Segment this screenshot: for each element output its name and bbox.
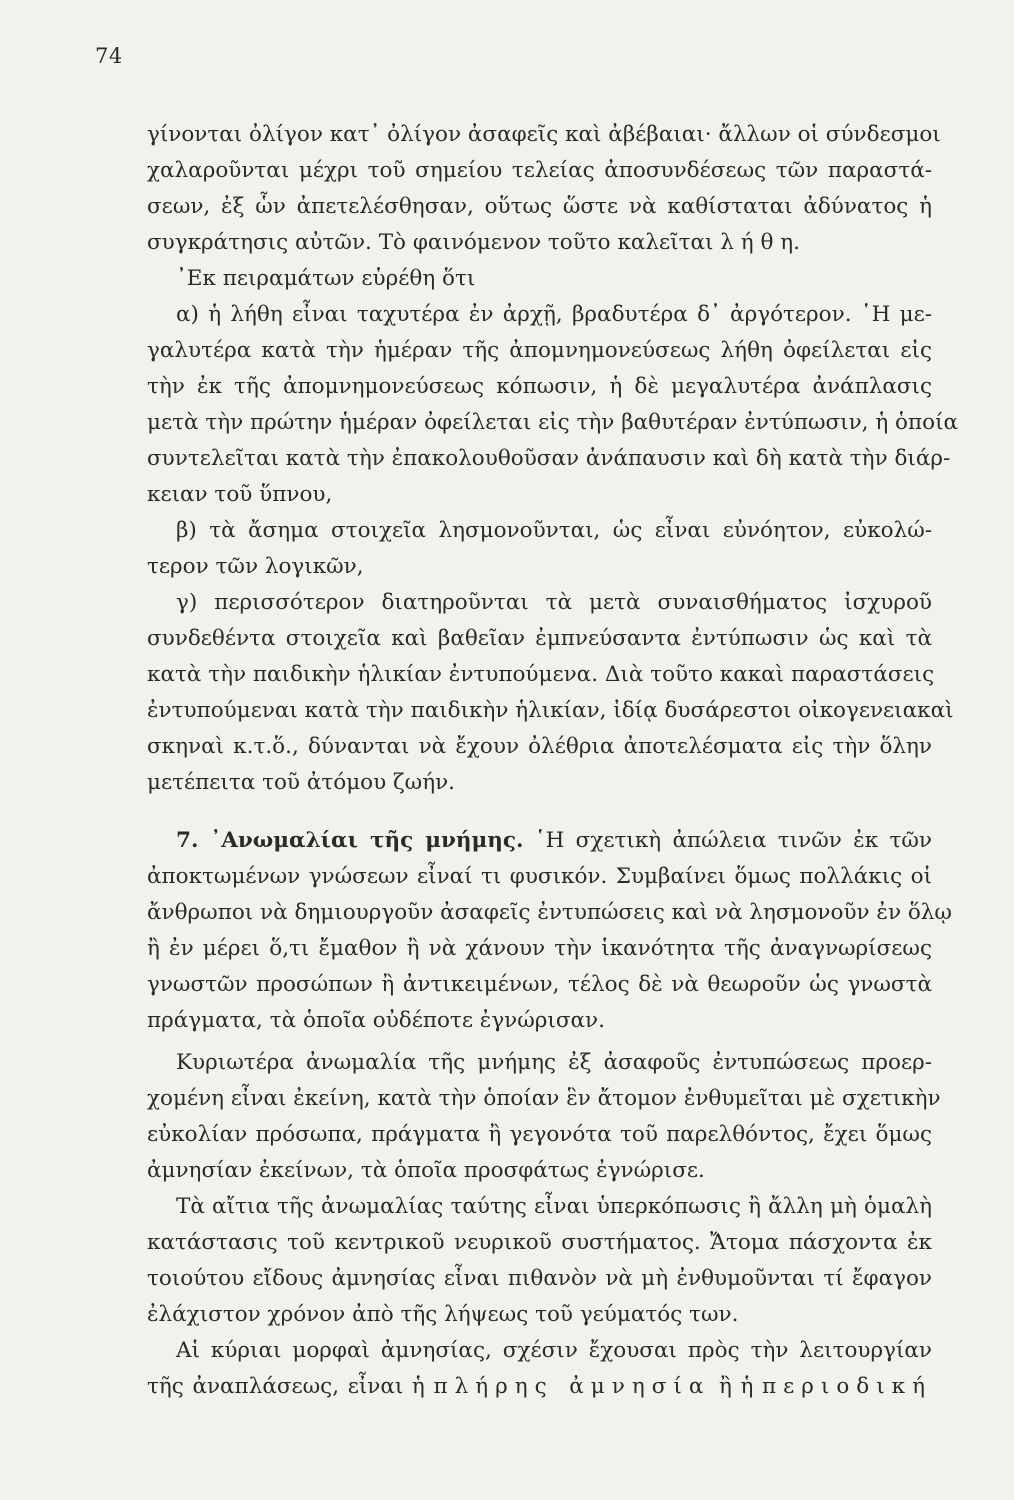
text-line: κατάστασις τοῦ κεντρικοῦ νευρικοῦ συστήματος. Ἄτομα πάσχοντα ἐκ xyxy=(147,1230,932,1255)
text-line: μετὰ τὴν πρώτην ἡμέραν ὀφείλεται εἰς τὴν βαθυτέραν ἐντύπωσιν, ἡ ὁποία xyxy=(147,410,959,435)
text-line: ἀποκτωμένων γνώσεων εἶναί τι φυσικόν. Συμβαίνει ὅμως πολλάκις οἱ xyxy=(147,864,932,889)
text-line: ἢ ἐν μέρει ὅ,τι ἔμαθον ἢ νὰ χάνουν τὴν ἱκανότητα τῆς ἀναγνωρίσεως xyxy=(147,936,932,961)
text-line: σκηναὶ κ.τ.ὅ., δύνανται νὰ ἔχουν ὀλέθρια ἀποτελέσματα εἰς τὴν ὅλην xyxy=(147,734,932,759)
text-line: β) τὰ ἄσημα στοιχεῖα λησμονοῦνται, ὡς εἶναι εὐνόητον, εὐκολώ- xyxy=(176,518,932,543)
emphasis-term: περιοδική xyxy=(762,1374,932,1399)
text-line: ἄνθρωποι νὰ δημιουργοῦν ἀσαφεῖς ἐντυπώσεις καὶ νὰ λησμονοῦν ἐν ὅλῳ xyxy=(147,900,952,925)
text-line: κατὰ τὴν παιδικὴν ἡλικίαν ἐντυπούμενα. Διὰ τοῦτο κακαὶ παραστάσεις xyxy=(147,662,935,687)
text-line: συνδεθέντα στοιχεῖα καὶ βαθεῖαν ἐμπνεύσαντα ἐντύπωσιν ὡς καὶ τὰ xyxy=(147,626,932,651)
text-line: συγκράτησις αὐτῶν. Τὸ φαινόμενον τοῦτο καλεῖται λ ή θ η. xyxy=(147,230,800,255)
section-heading: 7. ᾿Ανωμαλίαι τῆς μνήμης. xyxy=(176,828,524,853)
text-line: ᾿Εκ πειραμάτων εὑρέθη ὅτι xyxy=(176,266,476,291)
text-line: Κυριωτέρα ἀνωμαλία τῆς μνήμης ἐξ ἀσαφοῦς ἐντυπώσεως προερ- xyxy=(176,1050,932,1075)
text-line: ἀμνησίαν ἐκείνων, τὰ ὁποῖα προσφάτως ἐγνώρισε. xyxy=(147,1158,705,1183)
text-line: Τὰ αἴτια τῆς ἀνωμαλίας ταύτης εἶναι ὑπερκόπωσις ἢ ἄλλη μὴ ὁμαλὴ xyxy=(176,1194,932,1219)
text-line: τοιούτου εἴδους ἀμνησίας εἶναι πιθανὸν νὰ μὴ ἐνθυμοῦνται τί ἔφαγον xyxy=(147,1266,932,1291)
text-line: ἐλάχιστον χρόνον ἀπὸ τῆς λήψεως τοῦ γεύματός των. xyxy=(147,1302,739,1327)
text-line: γίνονται ὀλίγον κατ᾿ ὀλίγον ἀσαφεῖς καὶ ἀβέβαιαι· ἄλλων οἱ σύνδεσμοι xyxy=(147,122,941,147)
text-line: εὐκολίαν πρόσωπα, πράγματα ἢ γεγονότα τοῦ παρελθόντος, ἔχει ὅμως xyxy=(147,1122,932,1147)
text-line: γαλυτέρα κατὰ τὴν ἡμέραν τῆς ἀπομνημονεύσεως λήθη ὀφείλεται εἰς xyxy=(147,338,932,363)
section-heading-text: ῾Η σχετικὴ ἀπώλεια τινῶν ἐκ τῶν xyxy=(523,828,932,853)
text-line: γ) περισσότερον διατηροῦνται τὰ μετὰ συναισθήματος ἰσχυροῦ xyxy=(176,590,932,615)
text-line: συντελεῖται κατὰ τὴν ἐπακολουθοῦσαν ἀνάπαυσιν καὶ δὴ κατὰ τὴν διάρ- xyxy=(147,446,951,471)
text-line: γνωστῶν προσώπων ἢ ἀντικειμένων, τέλος δὲ νὰ θεωροῦν ὡς γνωστὰ xyxy=(147,972,932,997)
page-number: 74 xyxy=(95,44,123,68)
section-heading-line xyxy=(176,830,932,852)
last-line-middle: ἢ ἡ xyxy=(710,1374,763,1399)
text-line: πράγματα, τὰ ὁποῖα οὐδέποτε ἐγνώρισαν. xyxy=(147,1008,605,1033)
emphasis-term: πλήρης ἀμνησία xyxy=(433,1374,711,1399)
text-line: κειαν τοῦ ὕπνου, xyxy=(147,482,333,507)
text-line-last xyxy=(147,1376,932,1398)
text-line: τερον τῶν λογικῶν, xyxy=(147,554,364,579)
text-line: χομένη εἶναι ἐκείνη, κατὰ τὴν ὁποίαν ἓν ἄτομον ἐνθυμεῖται μὲ σχετικὴν xyxy=(147,1086,941,1111)
text-line: ἐντυπούμεναι κατὰ τὴν παιδικὴν ἡλικίαν, ἰδίᾳ δυσάρεστοι οἰκογενειακαὶ xyxy=(147,698,954,723)
text-line: α) ἡ λήθη εἶναι ταχυτέρα ἐν ἀρχῇ, βραδυτέρα δ᾿ ἀργότερον. ῾Η με- xyxy=(176,302,932,327)
last-line-start: τῆς ἀναπλάσεως, εἶναι ἡ xyxy=(147,1374,434,1399)
text-line: σεων, ἐξ ὧν ἀπετελέσθησαν, οὕτως ὥστε νὰ καθίσταται ἀδύνατος ἡ xyxy=(147,194,932,219)
text-line: τὴν ἐκ τῆς ἀπομνημονεύσεως κόπωσιν, ἡ δὲ μεγαλυτέρα ἀνάπλασις xyxy=(147,374,932,399)
text-line: μετέπειτα τοῦ ἀτόμου ζωήν. xyxy=(147,770,455,795)
text-line: χαλαροῦνται μέχρι τοῦ σημείου τελείας ἀποσυνδέσεως τῶν παραστά- xyxy=(147,158,932,183)
text-line: Αἱ κύριαι μορφαὶ ἀμνησίας, σχέσιν ἔχουσαι πρὸς τὴν λειτουργίαν xyxy=(176,1338,932,1363)
